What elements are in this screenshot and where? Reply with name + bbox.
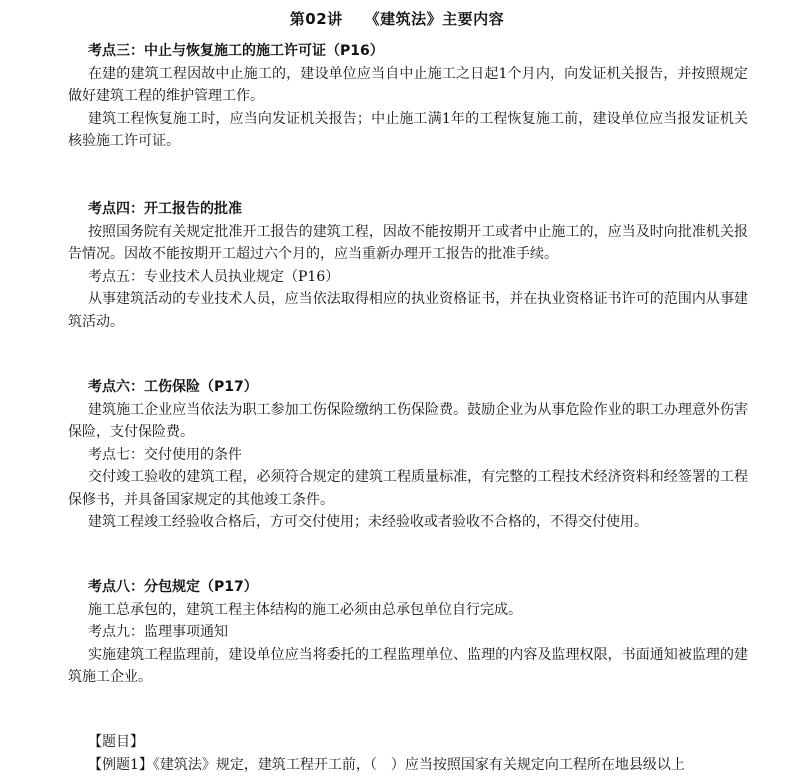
- paragraph: 在建的建筑工程因故中止施工的，建设单位应当自中止施工之日起1个月内，向发证机关报告，并按照规定做好建筑工程的维护管理工作。: [68, 65, 748, 104]
- lecture-topic: 《建筑法》主要内容: [364, 10, 505, 28]
- subsection-heading: 考点九：监理事项通知: [88, 624, 228, 640]
- paragraph: 按照国务院有关规定批准开工报告的建筑工程，因故不能按期开工或者中止施工的，应当及时向批准机关报告情况。因故不能按期开工超过六个月的，应当重新办理开工报告的批准手续。: [68, 223, 748, 262]
- exercise-tag: 【题目】: [88, 734, 144, 750]
- lecture-number: 第02讲: [289, 10, 343, 28]
- section-heading: 考点四：开工报告的批准: [88, 201, 242, 217]
- section-kaodian-4: [68, 198, 748, 333]
- example-label: 【例题1】: [88, 756, 153, 773]
- paragraph: 建筑工程竣工经验收合格后，方可交付使用；未经验收或者验收不合格的，不得交付使用。: [88, 514, 648, 530]
- subsection-heading: 考点七：交付使用的条件: [88, 446, 242, 463]
- page-title: [0, 8, 794, 29]
- section-kaodian-6: [68, 376, 748, 534]
- section-kaodian-3: [68, 40, 748, 153]
- paragraph: 实施建筑工程监理前，建设单位应当将委托的工程监理单位、监理的内容及监理权限，书面通知被监理的建筑施工企业。: [68, 646, 748, 685]
- paragraph: 施工总承包的，建筑工程主体结构的施工必须由总承包单位自行完成。: [88, 601, 522, 618]
- paragraph: 建筑施工企业应当依法为职工参加工伤保险缴纳工伤保险费。鼓励企业为从事危险作业的职工办理意外伤害保险，支付保险费。: [68, 401, 748, 440]
- section-heading: 考点八：分包规定（P17）: [88, 579, 258, 595]
- subsection-heading: 考点五：专业技术人员执业规定（P16）: [88, 268, 340, 285]
- exercise-block: [68, 731, 748, 776]
- section-heading: 考点六：工伤保险（P17）: [88, 379, 258, 395]
- example-text: 《建筑法》规定，建筑工程开工前，（ ）应当按照国家有关规定向工程所在地县级以上: [152, 756, 685, 773]
- paragraph: 建筑工程恢复施工时，应当向发证机关报告；中止施工满1年的工程恢复施工前，建设单位应当报发证机关核验施工许可证。: [68, 110, 748, 149]
- example-question: [68, 754, 748, 776]
- paragraph: 交付竣工验收的建筑工程，必须符合规定的建筑工程质量标准，有完整的工程技术经济资料和经签署的工程保修书，并具备国家规定的其他竣工条件。: [68, 469, 748, 508]
- section-kaodian-8: [68, 576, 748, 689]
- paragraph: 从事建筑活动的专业技术人员，应当依法取得相应的执业资格证书，并在执业资格证书许可的范围内从事建筑活动。: [68, 291, 748, 330]
- section-heading: 考点三：中止与恢复施工的施工许可证（P16）: [88, 43, 384, 59]
